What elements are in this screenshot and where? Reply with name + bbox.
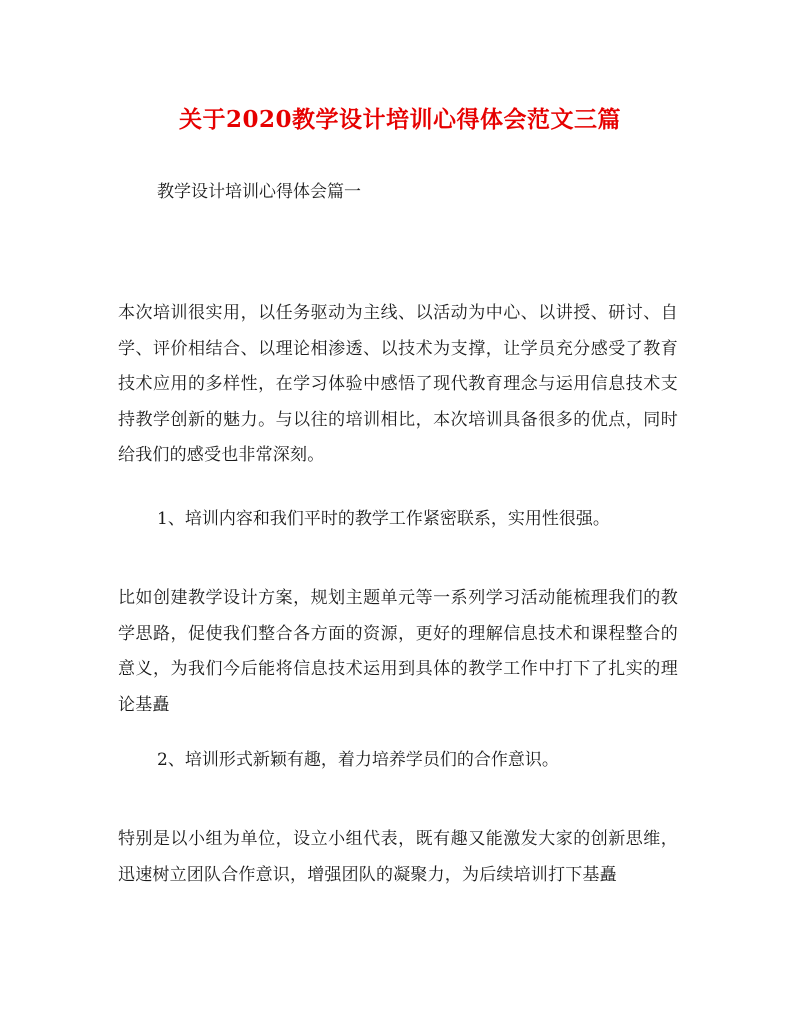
paragraph-intro: 本次培训很实用，以任务驱动为主线、以活动为中心、以讲授、研讨、自学、评价相结合、以理论相渗透、以技术为支撑，让学员充分感受了教育技术应用的多样性，在学习体验中感悟了现代教育理念与运用信息技术支持教学创新的魅力。与以往的培训相比，本次培训具备很多的优点，同时给我们的感受也非常深刻。 <box>118 303 678 466</box>
section-heading: 教学设计培训心得体会篇一 <box>157 182 361 202</box>
point-one: 1、培训内容和我们平时的教学工作紧密联系，实用性很强。 <box>157 509 610 529</box>
document-title: 关于2020教学设计培训心得体会范文三篇 <box>178 106 621 133</box>
paragraph-point-two-detail: 特别是以小组为单位，设立小组代表，既有趣又能激发大家的创新思维，迅速树立团队合作意识，增强团队的凝聚力，为后续培训打下基矗 <box>118 829 678 885</box>
point-two: 2、培训形式新颖有趣，着力培养学员们的合作意识。 <box>157 750 559 770</box>
paragraph-point-one-detail: 比如创建教学设计方案，规划主题单元等一系列学习活动能梳理我们的教学思路，促使我们整合各方面的资源，更好的理解信息技术和课程整合的意义，为我们今后能将信息技术运用到具体的教学工作中打下了扎实的理论基矗 <box>118 588 678 715</box>
